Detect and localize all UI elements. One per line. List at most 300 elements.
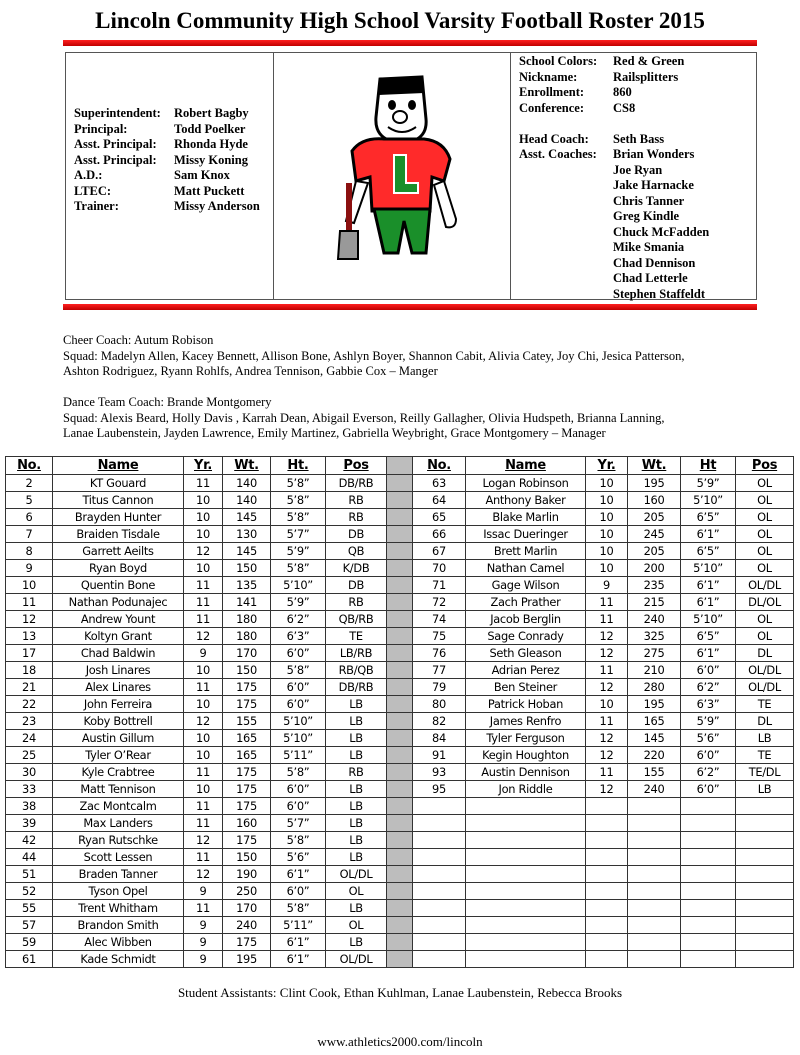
- player-number: 5: [6, 492, 53, 509]
- player-height: 5’7”: [271, 815, 326, 832]
- player-year: 11: [184, 900, 223, 917]
- empty-cell: [586, 900, 628, 917]
- asst-coach-row: [519, 287, 709, 303]
- table-row: [6, 917, 794, 934]
- player-height: 5’8”: [271, 509, 326, 526]
- player-name: Issac Dueringer: [466, 526, 586, 543]
- cheer-squad-line-2: Ashton Rodriguez, Ryann Rohlfs, Andrea Tennison, Gabbie Cox – Manger: [63, 364, 438, 378]
- gap-column: [387, 457, 413, 475]
- player-weight: 175: [223, 679, 271, 696]
- player-position: LB: [326, 934, 387, 951]
- player-position: DL: [736, 645, 794, 662]
- player-height: 5’11”: [271, 747, 326, 764]
- table-row: [6, 713, 794, 730]
- asst-coach-row: [519, 147, 709, 163]
- player-name: Tyler O’Rear: [53, 747, 184, 764]
- empty-cell: [736, 832, 794, 849]
- table-row: [6, 509, 794, 526]
- player-number: 91: [413, 747, 466, 764]
- empty-cell: [466, 866, 586, 883]
- info-label: Enrollment:: [519, 85, 585, 99]
- player-year: 10: [184, 492, 223, 509]
- empty-cell: [681, 917, 736, 934]
- player-height: 5’9”: [271, 594, 326, 611]
- table-row: [6, 747, 794, 764]
- player-name: Garrett Aeilts: [53, 543, 184, 560]
- cheer-section: [63, 333, 685, 380]
- player-position: LB: [736, 781, 794, 798]
- player-name: Matt Tennison: [53, 781, 184, 798]
- asst-coach-row: [519, 256, 709, 272]
- player-height: 6’0”: [271, 645, 326, 662]
- player-position: OL/DL: [736, 662, 794, 679]
- player-height: 6’1”: [681, 577, 736, 594]
- player-year: 11: [184, 849, 223, 866]
- player-height: 6’5”: [681, 628, 736, 645]
- empty-cell: [586, 883, 628, 900]
- player-name: Logan Robinson: [466, 475, 586, 492]
- asst-coach-row: [519, 209, 709, 225]
- player-year: 10: [586, 475, 628, 492]
- gap-column: [387, 577, 413, 594]
- player-weight: 175: [223, 934, 271, 951]
- player-year: 11: [184, 611, 223, 628]
- player-position: QB: [326, 543, 387, 560]
- header-year: Yr.: [184, 457, 223, 475]
- head-coach-row: [519, 132, 709, 148]
- asst-coach-row: [519, 194, 709, 210]
- info-label: Conference:: [519, 100, 585, 115]
- empty-cell: [736, 934, 794, 951]
- player-height: 6’1”: [271, 866, 326, 883]
- player-position: OL: [736, 475, 794, 492]
- player-number: 13: [6, 628, 53, 645]
- player-year: 12: [586, 679, 628, 696]
- player-name: Kade Schmidt: [53, 951, 184, 968]
- player-height: 5’6”: [271, 849, 326, 866]
- player-name: Brayden Hunter: [53, 509, 184, 526]
- player-year: 10: [586, 509, 628, 526]
- player-number: 2: [6, 475, 53, 492]
- player-year: 12: [184, 713, 223, 730]
- player-year: 12: [184, 543, 223, 560]
- player-height: 5’8”: [271, 764, 326, 781]
- player-height: 6’1”: [271, 934, 326, 951]
- player-name: Ryan Boyd: [53, 560, 184, 577]
- player-year: 10: [184, 662, 223, 679]
- player-weight: 160: [628, 492, 681, 509]
- empty-cell: [586, 849, 628, 866]
- player-name: Kegin Houghton: [466, 747, 586, 764]
- empty-cell: [628, 934, 681, 951]
- player-position: TE: [326, 628, 387, 645]
- header-number: No.: [413, 457, 466, 475]
- player-position: DB: [326, 577, 387, 594]
- empty-cell: [628, 832, 681, 849]
- gap-column: [387, 849, 413, 866]
- empty-cell: [466, 798, 586, 815]
- school-info-box: [65, 52, 757, 300]
- player-name: Chad Baldwin: [53, 645, 184, 662]
- gap-column: [387, 475, 413, 492]
- player-weight: 195: [223, 951, 271, 968]
- player-year: 12: [184, 628, 223, 645]
- player-weight: 150: [223, 662, 271, 679]
- gap-column: [387, 492, 413, 509]
- player-height: 5’8”: [271, 662, 326, 679]
- info-value: Red & Green: [613, 54, 685, 68]
- player-name: James Renfro: [466, 713, 586, 730]
- player-year: 10: [586, 492, 628, 509]
- player-position: LB: [326, 849, 387, 866]
- player-position: LB: [736, 730, 794, 747]
- player-year: 12: [184, 866, 223, 883]
- empty-cell: [413, 951, 466, 968]
- empty-cell: [466, 917, 586, 934]
- player-number: 95: [413, 781, 466, 798]
- player-name: Jacob Berglin: [466, 611, 586, 628]
- empty-cell: [586, 815, 628, 832]
- staff-name: Missy Anderson: [174, 199, 260, 213]
- player-position: QB/RB: [326, 611, 387, 628]
- asst-coach-name: Chuck McFadden: [613, 224, 710, 239]
- empty-cell: [413, 815, 466, 832]
- player-number: 77: [413, 662, 466, 679]
- empty-cell: [413, 798, 466, 815]
- website-url: www.athletics2000.com/lincoln: [317, 1034, 483, 1049]
- player-name: Nathan Podunajec: [53, 594, 184, 611]
- player-position: LB: [326, 798, 387, 815]
- player-number: 44: [6, 849, 53, 866]
- player-position: OL: [736, 526, 794, 543]
- empty-cell: [628, 866, 681, 883]
- player-name: Tyson Opel: [53, 883, 184, 900]
- player-number: 24: [6, 730, 53, 747]
- player-position: OL: [326, 883, 387, 900]
- player-weight: 165: [223, 730, 271, 747]
- gap-column: [387, 900, 413, 917]
- gap-column: [387, 526, 413, 543]
- staff-row: [74, 122, 260, 138]
- gap-column: [387, 713, 413, 730]
- empty-cell: [628, 951, 681, 968]
- player-weight: 195: [628, 475, 681, 492]
- table-row: [6, 951, 794, 968]
- player-position: LB: [326, 815, 387, 832]
- player-number: 17: [6, 645, 53, 662]
- player-name: KT Gouard: [53, 475, 184, 492]
- player-height: 6’0”: [681, 747, 736, 764]
- empty-cell: [413, 849, 466, 866]
- dance-coach: Dance Team Coach: Brande Montgomery: [63, 395, 272, 409]
- player-height: 5’7”: [271, 526, 326, 543]
- asst-coach-row: [519, 240, 709, 256]
- player-position: TE: [736, 747, 794, 764]
- player-number: 61: [6, 951, 53, 968]
- player-year: 10: [184, 696, 223, 713]
- player-year: 10: [586, 696, 628, 713]
- table-row: [6, 900, 794, 917]
- player-position: LB: [326, 781, 387, 798]
- table-row: [6, 577, 794, 594]
- dance-section: [63, 395, 664, 442]
- player-number: 65: [413, 509, 466, 526]
- player-name: Sage Conrady: [466, 628, 586, 645]
- staff-role: Trainer:: [74, 199, 119, 213]
- empty-cell: [466, 883, 586, 900]
- empty-cell: [413, 900, 466, 917]
- empty-cell: [413, 883, 466, 900]
- player-height: 5’8”: [271, 560, 326, 577]
- cheer-coach: Cheer Coach: Autum Robison: [63, 333, 214, 347]
- player-height: 6’0”: [271, 798, 326, 815]
- player-height: 5’10”: [681, 492, 736, 509]
- header-position: Pos: [326, 457, 387, 475]
- empty-cell: [586, 917, 628, 934]
- gap-column: [387, 543, 413, 560]
- header-number: No.: [6, 457, 53, 475]
- asst-coach-row: [519, 271, 709, 287]
- staff-row: [74, 153, 260, 169]
- player-name: Anthony Baker: [466, 492, 586, 509]
- player-name: Trent Whitham: [53, 900, 184, 917]
- player-height: 6’1”: [271, 951, 326, 968]
- player-number: 8: [6, 543, 53, 560]
- player-name: Kyle Crabtree: [53, 764, 184, 781]
- top-divider: [63, 40, 757, 46]
- asst-coach-name: Joe Ryan: [613, 162, 663, 177]
- player-number: 70: [413, 560, 466, 577]
- player-year: 11: [184, 679, 223, 696]
- player-height: 5’10”: [271, 713, 326, 730]
- player-number: 6: [6, 509, 53, 526]
- gap-column: [387, 679, 413, 696]
- player-name: Jon Riddle: [466, 781, 586, 798]
- player-weight: 175: [223, 798, 271, 815]
- player-position: TE: [736, 696, 794, 713]
- player-height: 6’1”: [681, 594, 736, 611]
- roster-table: [5, 456, 794, 968]
- player-weight: 170: [223, 900, 271, 917]
- empty-cell: [466, 815, 586, 832]
- player-year: 12: [586, 730, 628, 747]
- player-position: OL: [736, 492, 794, 509]
- player-weight: 145: [223, 543, 271, 560]
- player-year: 11: [184, 798, 223, 815]
- empty-cell: [413, 917, 466, 934]
- player-height: 6’5”: [681, 509, 736, 526]
- empty-cell: [466, 900, 586, 917]
- player-number: 38: [6, 798, 53, 815]
- player-number: 25: [6, 747, 53, 764]
- player-year: 12: [184, 832, 223, 849]
- player-position: OL/DL: [326, 866, 387, 883]
- player-year: 9: [184, 883, 223, 900]
- player-weight: 141: [223, 594, 271, 611]
- player-year: 12: [586, 781, 628, 798]
- empty-cell: [681, 798, 736, 815]
- player-number: 9: [6, 560, 53, 577]
- player-height: 5’8”: [271, 832, 326, 849]
- empty-cell: [466, 934, 586, 951]
- player-height: 6’1”: [681, 645, 736, 662]
- staff-role: Superintendent:: [74, 106, 161, 120]
- player-number: 74: [413, 611, 466, 628]
- player-weight: 165: [628, 713, 681, 730]
- empty-cell: [628, 849, 681, 866]
- staff-name: Todd Poelker: [174, 121, 246, 136]
- player-name: Alex Linares: [53, 679, 184, 696]
- empty-cell: [628, 883, 681, 900]
- player-height: 6’0”: [271, 883, 326, 900]
- gap-column: [387, 645, 413, 662]
- player-name: Alec Wibben: [53, 934, 184, 951]
- school-details: [519, 54, 709, 302]
- player-position: LB/RB: [326, 645, 387, 662]
- table-row: [6, 594, 794, 611]
- staff-role: A.D.:: [74, 168, 103, 182]
- table-row: [6, 832, 794, 849]
- player-name: Patrick Hoban: [466, 696, 586, 713]
- table-row: [6, 781, 794, 798]
- info-value: CS8: [613, 100, 636, 115]
- player-height: 5’10”: [271, 577, 326, 594]
- empty-cell: [681, 815, 736, 832]
- table-row: [6, 730, 794, 747]
- player-number: 71: [413, 577, 466, 594]
- school-info-row: [519, 70, 709, 86]
- player-height: 6’0”: [271, 679, 326, 696]
- player-year: 12: [586, 747, 628, 764]
- player-number: 18: [6, 662, 53, 679]
- empty-cell: [628, 900, 681, 917]
- player-name: Austin Gillum: [53, 730, 184, 747]
- player-height: 6’3”: [681, 696, 736, 713]
- player-number: 72: [413, 594, 466, 611]
- player-number: 12: [6, 611, 53, 628]
- player-position: RB: [326, 594, 387, 611]
- table-row: [6, 866, 794, 883]
- player-number: 76: [413, 645, 466, 662]
- school-details-panel: [511, 53, 756, 299]
- player-height: 5’10”: [271, 730, 326, 747]
- player-height: 5’9”: [681, 713, 736, 730]
- player-weight: 180: [223, 628, 271, 645]
- player-height: 5’10”: [681, 560, 736, 577]
- gap-column: [387, 611, 413, 628]
- player-name: Seth Gleason: [466, 645, 586, 662]
- staff-role: Asst. Principal:: [74, 152, 157, 167]
- player-position: OL: [736, 611, 794, 628]
- empty-cell: [736, 849, 794, 866]
- table-row: [6, 475, 794, 492]
- info-value: 860: [613, 85, 632, 99]
- staff-name: Sam Knox: [174, 168, 230, 182]
- player-name: Gage Wilson: [466, 577, 586, 594]
- player-height: 6’0”: [681, 781, 736, 798]
- player-height: 6’3”: [271, 628, 326, 645]
- player-position: OL/DL: [326, 951, 387, 968]
- gap-column: [387, 866, 413, 883]
- asst-coach-name: Mike Smania: [613, 240, 685, 254]
- player-weight: 235: [628, 577, 681, 594]
- player-number: 55: [6, 900, 53, 917]
- table-header-row: [6, 457, 794, 475]
- player-number: 30: [6, 764, 53, 781]
- school-info-row: [519, 54, 709, 70]
- staff-role: Principal:: [74, 121, 128, 136]
- player-number: 57: [6, 917, 53, 934]
- empty-cell: [413, 832, 466, 849]
- player-position: OL/DL: [736, 577, 794, 594]
- player-year: 10: [184, 560, 223, 577]
- empty-cell: [628, 917, 681, 934]
- player-height: 6’0”: [271, 696, 326, 713]
- player-name: Quentin Bone: [53, 577, 184, 594]
- table-row: [6, 628, 794, 645]
- player-weight: 210: [628, 662, 681, 679]
- staff-list: [74, 106, 260, 215]
- table-row: [6, 815, 794, 832]
- table-row: [6, 883, 794, 900]
- table-row: [6, 560, 794, 577]
- info-value: Railsplitters: [613, 69, 679, 84]
- player-year: 11: [184, 577, 223, 594]
- player-weight: 195: [628, 696, 681, 713]
- player-weight: 250: [223, 883, 271, 900]
- empty-cell: [586, 798, 628, 815]
- player-weight: 205: [628, 509, 681, 526]
- player-weight: 135: [223, 577, 271, 594]
- player-height: 5’6”: [681, 730, 736, 747]
- player-position: TE/DL: [736, 764, 794, 781]
- staff-row: [74, 168, 260, 184]
- player-position: RB: [326, 764, 387, 781]
- gap-column: [387, 662, 413, 679]
- asst-coach-row: [519, 225, 709, 241]
- player-height: 6’2”: [271, 611, 326, 628]
- empty-cell: [681, 883, 736, 900]
- dance-squad-line-1: Squad: Alexis Beard, Holly Davis , Karrah Dean, Abigail Everson, Reilly Gallagher, Olivia Hudspeth, Brianna Lanning,: [63, 410, 665, 425]
- player-weight: 220: [628, 747, 681, 764]
- player-name: Blake Marlin: [466, 509, 586, 526]
- table-row: [6, 696, 794, 713]
- player-year: 10: [184, 730, 223, 747]
- player-number: 82: [413, 713, 466, 730]
- player-year: 9: [184, 917, 223, 934]
- player-name: Koltyn Grant: [53, 628, 184, 645]
- staff-role: LTEC:: [74, 183, 112, 198]
- player-name: Austin Dennison: [466, 764, 586, 781]
- staff-name: Matt Puckett: [174, 183, 245, 198]
- staff-panel: [66, 53, 274, 299]
- school-info-row: [519, 85, 709, 101]
- player-year: 11: [184, 815, 223, 832]
- table-row: [6, 543, 794, 560]
- table-row: [6, 662, 794, 679]
- header-year: Yr.: [586, 457, 628, 475]
- table-row: [6, 849, 794, 866]
- player-weight: 150: [223, 560, 271, 577]
- player-name: Nathan Camel: [466, 560, 586, 577]
- player-weight: 240: [628, 781, 681, 798]
- player-number: 66: [413, 526, 466, 543]
- player-height: 6’2”: [681, 764, 736, 781]
- staff-row: [74, 184, 260, 200]
- gap-column: [387, 781, 413, 798]
- player-weight: 275: [628, 645, 681, 662]
- empty-cell: [681, 951, 736, 968]
